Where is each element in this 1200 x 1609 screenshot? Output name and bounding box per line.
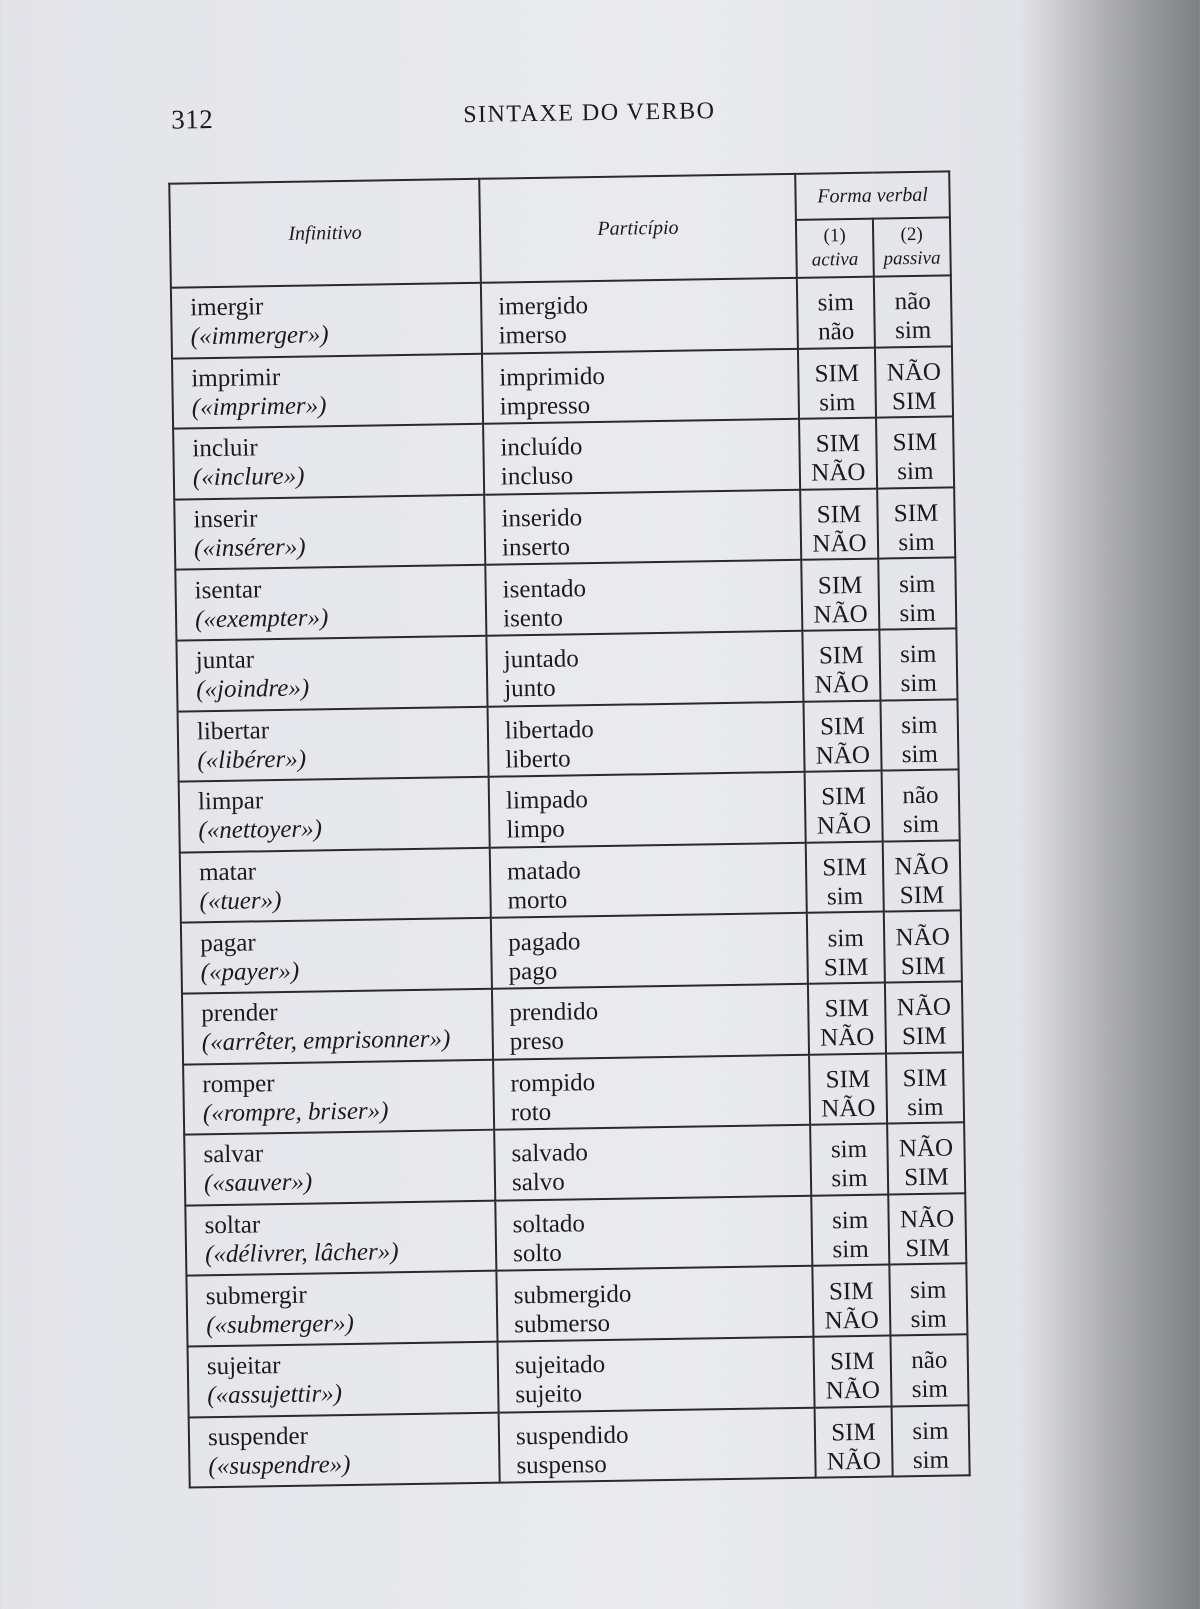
active-value-regular: SIM [814, 359, 860, 388]
participle-cell [483, 419, 800, 495]
infinitive-verb: inserir [193, 505, 258, 534]
french-translation: («payer») [200, 957, 300, 986]
active-value-irregular: SIM [823, 953, 869, 982]
participle-cell [493, 1054, 810, 1130]
active-value-irregular: NÃO [824, 1306, 879, 1335]
passive-value-irregular: sim [897, 458, 934, 486]
active-cell [813, 1335, 891, 1407]
regular-participle: limpado [505, 786, 589, 815]
header-passive [873, 217, 951, 276]
irregular-participle: liberto [505, 745, 571, 774]
passive-value-irregular: SIM [905, 1234, 951, 1263]
irregular-participle: impresso [499, 391, 591, 421]
regular-participle: libertado [504, 715, 594, 745]
active-value-irregular: NÃO [819, 1023, 875, 1052]
regular-participle: rompido [510, 1068, 596, 1098]
regular-participle: prendido [509, 998, 599, 1027]
french-translation: («insérer») [193, 533, 306, 563]
active-value-regular: SIM [829, 1347, 875, 1376]
active-cell [811, 1194, 889, 1266]
active-value-irregular: NÃO [811, 459, 866, 488]
passive-cell [885, 981, 963, 1053]
passive-value-regular: não [902, 782, 939, 810]
passive-value-regular: não [911, 1346, 948, 1375]
table-row [181, 911, 962, 994]
header-infinitive: Infinitivo [169, 179, 481, 288]
passive-value-regular: SIM [892, 429, 938, 457]
french-translation: («exempter») [194, 603, 329, 634]
infinitive-cell [186, 1271, 497, 1346]
active-cell [803, 700, 881, 772]
passive-value-irregular: SIM [891, 387, 937, 416]
regular-participle: submergido [513, 1280, 632, 1310]
passive-value-regular: SIM [902, 1064, 948, 1093]
french-translation: («joindre») [196, 674, 310, 704]
active-cell [800, 488, 878, 560]
participle-cell [481, 278, 798, 354]
passive-value-regular: não [894, 288, 931, 316]
infinitive-cell [175, 565, 486, 640]
irregular-participle: sujeito [515, 1380, 583, 1409]
french-translation: («sauver») [203, 1168, 313, 1198]
table-row [171, 275, 952, 358]
infinitive-cell [185, 1200, 496, 1275]
active-cell [809, 1053, 887, 1125]
active-cell [798, 347, 876, 419]
irregular-participle: imerso [498, 321, 567, 350]
active-value-irregular: sim [819, 388, 856, 417]
active-cell [802, 630, 880, 702]
infinitive-verb: incluir [192, 434, 258, 463]
infinitive-cell [174, 495, 485, 570]
active-value-regular: SIM [821, 783, 866, 811]
participle-cell [495, 1195, 812, 1271]
active-value-regular: sim [831, 1206, 869, 1235]
infinitive-verb: romper [202, 1069, 275, 1099]
active-value-irregular: sim [826, 882, 864, 911]
infinitive-cell [180, 847, 491, 922]
passive-value-regular: NÃO [886, 358, 942, 387]
irregular-participle: preso [509, 1027, 565, 1056]
irregular-participle: inserto [501, 533, 571, 562]
infinitive-cell [182, 989, 493, 1064]
irregular-participle: solto [512, 1239, 562, 1268]
irregular-participle: morto [507, 886, 568, 915]
infinitive-verb: suspender [207, 1422, 309, 1452]
passive-cell [882, 770, 960, 842]
active-value-regular: SIM [818, 642, 864, 670]
header-participle: Particípio [479, 174, 797, 283]
passive-value-regular: NÃO [898, 1134, 954, 1163]
passive-value-regular: sim [909, 1276, 947, 1304]
passive-value-irregular: SIM [900, 952, 946, 980]
active-value-irregular: NÃO [815, 741, 871, 770]
active-value-regular: sim [830, 1136, 868, 1164]
french-translation: («libérer») [197, 745, 307, 775]
passive-value-regular: sim [901, 711, 938, 740]
french-translation: («assujettir») [207, 1380, 343, 1410]
active-value-irregular: NÃO [816, 812, 872, 841]
passive-value-regular: NÃO [894, 852, 949, 881]
table-row [178, 699, 959, 782]
french-translation: («rompre, briser») [202, 1097, 389, 1128]
french-translation: («inclure») [192, 463, 305, 492]
passive-cell [887, 1122, 965, 1194]
active-value-irregular: sim [832, 1235, 869, 1264]
french-translation: («nettoyer») [198, 815, 323, 845]
participle-cell [485, 560, 802, 636]
table-row [188, 1334, 969, 1417]
infinitive-verb: imergir [190, 293, 264, 322]
table-row [189, 1405, 970, 1488]
passive-value-regular: SIM [893, 499, 939, 528]
active-value-regular: SIM [824, 995, 870, 1023]
header-verbal-form: Forma verbal [795, 171, 950, 219]
passive-cell [878, 558, 956, 630]
verb-participle-table [168, 170, 970, 1488]
active-value-irregular: NÃO [825, 1376, 881, 1405]
irregular-participle: submerso [514, 1309, 611, 1339]
participle-cell [482, 348, 799, 424]
active-value-irregular: NÃO [826, 1447, 882, 1476]
passive-cell [874, 275, 952, 347]
regular-participle: salvado [511, 1139, 589, 1168]
french-translation: («submerger») [205, 1309, 355, 1339]
active-cell [799, 418, 877, 490]
regular-participle: sujeitado [514, 1351, 606, 1380]
table-row [172, 346, 953, 429]
regular-participle: imprimido [499, 362, 606, 392]
irregular-participle: incluso [500, 462, 574, 491]
passive-value-regular: NÃO [899, 1205, 955, 1234]
active-cell [812, 1265, 890, 1337]
regular-participle: soltado [512, 1210, 586, 1239]
active-value-regular: SIM [817, 571, 863, 600]
participle-cell [491, 913, 808, 989]
active-value-irregular: NÃO [813, 600, 868, 629]
passive-cell [888, 1193, 966, 1265]
active-value-irregular: NÃO [814, 671, 870, 699]
infinitive-verb: isentar [194, 575, 262, 605]
french-translation: («imprimer») [191, 392, 327, 422]
irregular-participle: salvo [511, 1169, 565, 1197]
active-value-irregular: sim [831, 1165, 868, 1193]
infinitive-cell [184, 1130, 495, 1205]
active-value-irregular: não [817, 318, 855, 346]
passive-cell [880, 699, 958, 771]
infinitive-verb: sujeitar [206, 1352, 281, 1381]
header-active [796, 219, 874, 278]
header-passive-label: passiva [883, 247, 941, 270]
irregular-participle: roto [510, 1098, 552, 1127]
participle-cell [484, 490, 801, 566]
passive-cell [889, 1264, 967, 1336]
header-passive-number: (2) [900, 223, 923, 246]
passive-value-irregular: sim [894, 317, 932, 345]
infinitive-cell [172, 353, 483, 428]
active-value-regular: SIM [825, 1065, 871, 1094]
infinitive-verb: soltar [204, 1211, 261, 1240]
infinitive-cell [171, 283, 482, 358]
passive-value-regular: NÃO [896, 993, 952, 1022]
table-row [184, 1122, 965, 1205]
irregular-participle: pago [508, 957, 558, 986]
participle-cell [492, 984, 809, 1060]
infinitive-verb: prender [201, 999, 278, 1028]
passive-value-irregular: sim [910, 1305, 947, 1333]
active-value-regular: sim [827, 924, 864, 953]
infinitive-verb: juntar [195, 646, 255, 675]
regular-participle: pagado [508, 927, 581, 957]
regular-participle: isentado [502, 574, 587, 604]
active-cell [815, 1406, 893, 1478]
passive-value-regular: NÃO [895, 923, 950, 952]
passive-value-regular: sim [912, 1417, 949, 1445]
french-translation: («arrêter, emprisonner») [201, 1025, 451, 1057]
participle-cell [496, 1266, 813, 1342]
passive-value-irregular: sim [898, 528, 935, 557]
irregular-participle: limpo [506, 816, 566, 844]
active-value-regular: SIM [819, 712, 865, 741]
infinitive-cell [173, 424, 484, 499]
infinitive-verb: matar [198, 858, 257, 887]
participle-cell [486, 631, 803, 707]
passive-cell [877, 487, 955, 559]
passive-cell [883, 840, 961, 912]
participle-cell [499, 1407, 816, 1483]
active-value-regular: SIM [815, 430, 861, 459]
infinitive-verb: salvar [203, 1140, 264, 1169]
french-translation: («immerger») [190, 321, 329, 351]
french-translation: («délivrer, lâcher») [204, 1238, 399, 1269]
table-row [179, 770, 960, 853]
header-active-number: (1) [823, 225, 846, 247]
table-row [185, 1193, 966, 1276]
infinitive-cell [179, 777, 490, 852]
regular-participle: imergido [498, 292, 589, 321]
passive-cell [886, 1052, 964, 1124]
french-translation: («suspendre») [208, 1450, 351, 1481]
infinitive-verb: pagar [199, 929, 256, 957]
active-value-irregular: NÃO [821, 1094, 876, 1123]
table-row [174, 487, 955, 570]
irregular-participle: isento [502, 604, 564, 633]
passive-value-irregular: sim [911, 1375, 949, 1404]
table-row [173, 417, 954, 500]
page-number: 312 [171, 103, 214, 135]
infinitive-cell [188, 1342, 499, 1417]
participle-cell [497, 1337, 814, 1413]
irregular-participle: suspenso [516, 1450, 607, 1480]
active-value-regular: SIM [822, 853, 868, 882]
passive-cell [884, 911, 962, 983]
table-row [176, 628, 957, 711]
table-row [175, 558, 956, 641]
passive-cell [876, 417, 954, 489]
table-row [182, 981, 963, 1064]
passive-value-irregular: sim [901, 740, 939, 769]
active-cell [806, 841, 884, 913]
regular-participle: juntado [503, 645, 579, 674]
passive-value-irregular: SIM [904, 1163, 949, 1192]
participle-cell [488, 701, 805, 777]
header-active-label: activa [811, 248, 859, 271]
active-cell [808, 982, 886, 1054]
infinitive-verb: limpar [197, 787, 264, 816]
passive-value-regular: sim [898, 570, 936, 598]
active-value-regular: SIM [828, 1277, 874, 1306]
participle-cell [494, 1125, 811, 1201]
participle-cell [489, 772, 806, 848]
active-value-regular: SIM [816, 500, 862, 529]
passive-value-irregular: sim [907, 1093, 944, 1122]
table-row [186, 1264, 967, 1347]
regular-participle: suspendido [515, 1421, 629, 1451]
passive-cell [879, 628, 957, 700]
active-cell [805, 771, 883, 843]
french-translation: («tuer») [199, 887, 282, 916]
passive-value-irregular: sim [912, 1446, 950, 1474]
active-value-irregular: NÃO [812, 529, 867, 558]
infinitive-cell [189, 1412, 500, 1487]
active-cell [807, 912, 885, 984]
regular-participle: matado [506, 857, 581, 886]
infinitive-cell [178, 706, 489, 781]
passive-value-irregular: sim [900, 669, 937, 698]
infinitive-cell [181, 918, 492, 993]
infinitive-cell [183, 1059, 494, 1134]
active-cell [797, 277, 875, 349]
infinitive-cell [176, 636, 487, 711]
active-value-regular: sim [817, 289, 854, 317]
passive-cell [892, 1405, 970, 1477]
table-row [180, 840, 961, 923]
infinitive-verb: libertar [196, 717, 270, 746]
active-value-regular: SIM [831, 1418, 876, 1447]
passive-value-irregular: sim [902, 811, 940, 839]
irregular-participle: junto [504, 674, 556, 703]
table-body [171, 275, 970, 1487]
running-title: SINTAXE DO VERBO [463, 98, 716, 129]
passive-cell [890, 1334, 968, 1406]
active-cell [810, 1124, 888, 1196]
passive-value-regular: sim [899, 640, 937, 669]
passive-value-irregular: SIM [901, 1022, 947, 1051]
passive-value-irregular: sim [899, 599, 936, 627]
passive-cell [875, 346, 953, 418]
active-cell [801, 559, 879, 631]
regular-participle: inserido [501, 504, 583, 533]
table-row [183, 1052, 964, 1135]
participle-cell [490, 843, 807, 919]
infinitive-verb: submergir [205, 1281, 307, 1310]
passive-value-irregular: SIM [899, 881, 945, 910]
infinitive-verb: imprimir [191, 363, 281, 393]
regular-participle: incluído [500, 433, 583, 463]
